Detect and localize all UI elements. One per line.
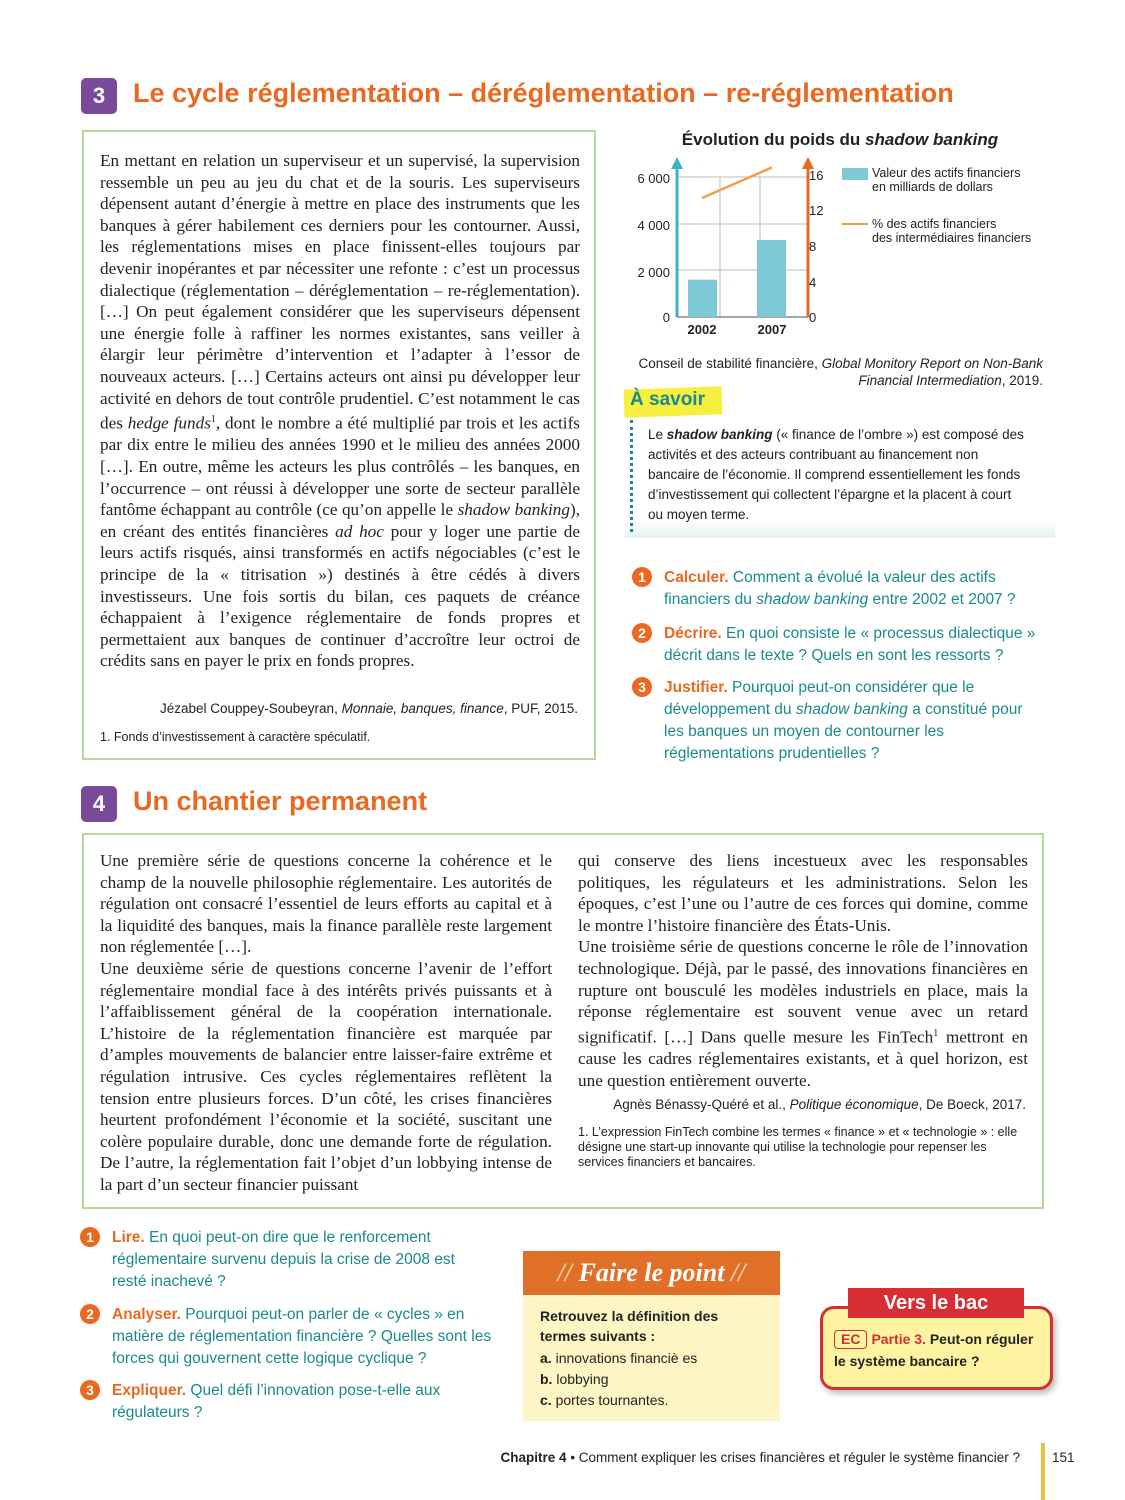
q41-text: En quoi peut-on dire que le renforcement réglementaire survenu depuis la crise de 2008 est resté inachevé ? bbox=[112, 1229, 455, 1290]
question-3-2 bbox=[632, 623, 1052, 667]
document-4-col2 bbox=[578, 850, 1028, 1091]
hedge-funds-term: hedge funds bbox=[127, 413, 211, 433]
section-3-title: Le cycle réglementation – déréglementation – re-réglementation bbox=[133, 78, 954, 108]
q31-text-a: Comment a évolué la valeur des actifs financiers du bbox=[664, 569, 996, 608]
savoir-term: shadow banking bbox=[666, 427, 773, 442]
q33-ital: shadow banking bbox=[795, 701, 908, 718]
source-rest: , PUF, 2015. bbox=[503, 701, 578, 716]
question-4-1 bbox=[80, 1227, 480, 1293]
legend-line-label bbox=[872, 217, 1031, 245]
savoir-text bbox=[648, 425, 1028, 525]
left-axis-arrow bbox=[671, 157, 683, 169]
faire-point-item-b bbox=[540, 1369, 697, 1390]
question-number-1: 1 bbox=[632, 567, 652, 587]
faire-point-item-c bbox=[540, 1390, 697, 1411]
source-book: Monnaie, banques, finance bbox=[341, 701, 504, 716]
right-tick-1: 4 bbox=[809, 275, 817, 290]
doc4-footnote-mark: 1 bbox=[933, 1027, 939, 1039]
percent-line bbox=[702, 167, 772, 198]
x-label-2002: 2002 bbox=[687, 322, 717, 337]
footer-sep: • bbox=[566, 1450, 579, 1465]
faire-point-list bbox=[540, 1348, 697, 1411]
bac-text bbox=[834, 1328, 1044, 1372]
q43-label: Expliquer. bbox=[112, 1382, 187, 1399]
chart-title-a: Évolution du poids du bbox=[681, 130, 865, 149]
fp-a-text: innovations financiè es bbox=[551, 1350, 698, 1366]
question-number-3: 3 bbox=[632, 677, 652, 697]
question-3-3 bbox=[632, 677, 1032, 765]
savoir-text-a: Le bbox=[648, 427, 667, 442]
fp-c-letter: c. bbox=[540, 1392, 552, 1408]
bac-tag: EC bbox=[834, 1330, 867, 1349]
chart-source-c: , 2019. bbox=[1001, 373, 1043, 388]
doc3-part-a: En mettant en relation un superviseur et un supervisé, la supervision ressemble un peu au jeu du chat et de la souris. Les superviseurs dépensent autant d’énergie à mettre en place des instruments que les banques à gérer habilement ces derniers pour les contourner. Aussi, les réglementations mises en place finissent-elles toujours par devenir inopérantes et par nécessiter une refonte : c’est un processus dialectique (réglementation – déréglementation – re-réglementation). […] On peut également considérer que les superviseurs dépensent une énergie folle à raffiner les normes existantes, sans veiller à élargir leur périmètre d’intervention et l’adapter à l’essor de nouveaux acteurs. […] Certains acteurs ont ainsi pu développer leur activité en dehors de tout contrôle prudentiel. C’est notamment le cas des bbox=[100, 151, 580, 433]
question-4-3 bbox=[80, 1380, 480, 1424]
left-tick-2: 4 000 bbox=[637, 218, 670, 233]
page-number: 151 bbox=[1052, 1450, 1075, 1465]
q41-label: Lire. bbox=[112, 1229, 145, 1246]
doc3-part-d: pour y loger une partie de leurs actifs risqués, ainsi transformés en actifs négociables (c’est le principe de la « titrisation ») destinés à être cédés à divers investisseurs. Une fois sortis du bilan, ces paquets de créance échappaient à l’exigence réglementaire de fonds propres et permettaient aux banques de continuer d’accroître leur octroi de crédits sans en payer le prix en fonds propres. bbox=[100, 521, 580, 671]
legend-bar-l1: Valeur des actifs financiers bbox=[872, 166, 1021, 180]
fp-c-text: portes tournantes. bbox=[551, 1392, 669, 1408]
faire-point-item-a bbox=[540, 1348, 697, 1369]
savoir-text-b: (« finance de l’ombre ») est composé des activités et des acteurs contribuant au financement non bancaire de l’économie. Il comprend essentiellement les fonds d’investissement qui collectent l’épargne et la placent à court ou moyen terme. bbox=[648, 427, 1024, 522]
left-tick-3: 6 000 bbox=[637, 171, 670, 186]
source-author: Jézabel Couppey-Soubeyran, bbox=[159, 701, 342, 716]
question-number-2: 2 bbox=[632, 623, 652, 643]
footer-title: Comment expliquer les crises financières et réguler le système financier ? bbox=[578, 1450, 1020, 1465]
right-tick-4: 16 bbox=[809, 168, 824, 183]
faire-point-intro: Retrouvez la définition des termes suivants : bbox=[540, 1308, 719, 1344]
doc3-part-b: , dont le nombre a été multiplié par trois et les actifs par dix entre le milieu des années 1990 et le milieu des années 2000 […]. En outre, même les acteurs les plus contrôlés – les banques, en l’occurrence – ont réussi à développer une sorte de secteur parallèle fantôme échappant au contrôle (ce qu’on appelle le bbox=[100, 413, 580, 520]
document-4-source bbox=[613, 1097, 1026, 1112]
savoir-dotted-rule bbox=[630, 420, 633, 532]
ad-hoc-term: ad hoc bbox=[335, 521, 384, 541]
document-3-footnote: 1. Fonds d’investissement à caractère spéculatif. bbox=[100, 730, 371, 744]
legend-bar-l2: en milliards de dollars bbox=[872, 180, 993, 194]
q31-ital: shadow banking bbox=[756, 591, 869, 608]
section-3-number: 3 bbox=[81, 78, 117, 114]
section-4-number: 4 bbox=[81, 786, 117, 822]
chart-source bbox=[630, 355, 1043, 389]
question-4-number-2: 2 bbox=[80, 1304, 100, 1324]
q32-label: Décrire. bbox=[664, 625, 722, 642]
fp-b-text: lobbying bbox=[552, 1371, 609, 1387]
chart-title bbox=[620, 130, 1060, 150]
doc4-source-book: Politique économique bbox=[789, 1097, 919, 1112]
chart-source-b: Global Monitory Report on Non-Bank Financial Intermediation bbox=[821, 356, 1043, 388]
footer-chapter-label: Chapitre 4 bbox=[500, 1450, 567, 1465]
bac-partie: Partie 3. bbox=[871, 1331, 926, 1347]
fp-a-letter: a. bbox=[540, 1350, 552, 1366]
bar-2002 bbox=[688, 280, 717, 317]
chart-source-a: Conseil de stabilité financière, bbox=[638, 356, 822, 371]
q31-text-b: entre 2002 et 2007 ? bbox=[868, 591, 1016, 608]
shadow-banking-term: shadow banking bbox=[457, 500, 570, 520]
q33-text-a: Pourquoi peut-on considérer que le développement du bbox=[664, 679, 975, 718]
q32-text-a: En quoi consiste le « processus dialectique » décrit dans le texte ? Quels en sont les ressorts ? bbox=[664, 625, 1036, 664]
footer-chapter bbox=[400, 1450, 1020, 1465]
section-4-title: Un chantier permanent bbox=[133, 786, 428, 816]
bac-title: Vers le bac bbox=[848, 1288, 1024, 1318]
savoir-label: À savoir bbox=[630, 389, 705, 410]
fp-b-letter: b. bbox=[540, 1371, 553, 1387]
chart-title-b: shadow banking bbox=[865, 130, 999, 149]
right-tick-2: 8 bbox=[809, 239, 817, 254]
legend-line-l2: des intermédiaires financiers bbox=[872, 231, 1032, 245]
q31-label: Calculer. bbox=[664, 569, 729, 586]
doc3-part-c: ), en créant des entités financières bbox=[100, 500, 581, 541]
document-4-col1: Une première série de questions concerne la cohérence et le champ de la nouvelle philosophie réglementaire. Les autorités de régulation ont consacré l’essentiel de leurs efforts au capital et à la liquidité des banques, mais la finance parallèle reste largement non réglementée […]. Une deuxième série de questions concerne l’avenir de l’effort réglementaire mondial face à des intérêts privés puissants et à l’affaiblissement général de la coopération internationale. L’histoire de la réglementation financière est marquée par d’amples mouvements de balancier entre laisser-faire extrême et régulation intrusive. Ces cycles réglementaires reflètent la tension entre plusieurs forces. D’un côté, les crises financières heurtent profondément l’économie et la société, suscitant une colère populaire durable, donc une demande forte de régulation. De l’autre, la réglementation fait l’objet d’un lobbying intense de la part d’un secteur financier puissant bbox=[100, 851, 552, 1194]
question-4-2 bbox=[80, 1304, 500, 1370]
right-tick-0: 0 bbox=[809, 310, 817, 325]
chart-svg bbox=[620, 155, 870, 345]
document-3-source bbox=[160, 701, 578, 716]
document-4-footnote: 1. L’expression FinTech combine les termes « finance » et « technologie » : elle désigne une start-up innovante qui utilise la technologie pour repenser les services financiers et bancaires. bbox=[578, 1125, 1018, 1169]
footer-rule bbox=[1041, 1443, 1045, 1500]
q42-label: Analyser. bbox=[112, 1306, 181, 1323]
x-label-2007: 2007 bbox=[757, 322, 787, 337]
q42-text: Pourquoi peut-on parler de « cycles » en matière de réglementation financière ? Quelles sont les forces qui gouvernent cette logique cyclique ? bbox=[112, 1306, 492, 1367]
document-3-box bbox=[82, 130, 596, 760]
faire-point-title: // Faire le point // bbox=[523, 1251, 780, 1295]
doc4-source-author: Agnès Bénassy-Quéré et al., bbox=[613, 1097, 790, 1112]
q33-text-b: a constitué pour les banques un moyen de contourner les réglementations prudentielles ? bbox=[664, 701, 1023, 762]
question-4-number-1: 1 bbox=[80, 1227, 100, 1247]
document-3-text bbox=[100, 150, 580, 672]
left-tick-0: 0 bbox=[662, 310, 670, 325]
question-4-number-3: 3 bbox=[80, 1380, 100, 1400]
legend-bar-label bbox=[872, 166, 1020, 194]
right-tick-3: 12 bbox=[809, 203, 824, 218]
bar-2007 bbox=[757, 240, 786, 317]
question-3-1 bbox=[632, 567, 1042, 611]
bac-question: Peut-on réguler le système bancaire ? bbox=[834, 1331, 1034, 1369]
legend-bar-swatch bbox=[842, 168, 868, 180]
q33-label: Justifier. bbox=[664, 679, 728, 696]
document-4-box bbox=[82, 833, 1044, 1209]
left-tick-1: 2 000 bbox=[637, 265, 670, 280]
faire-point-title-text: Faire le point bbox=[578, 1258, 725, 1287]
doc4-col2-a: qui conserve des liens incestueux avec les responsables politiques, les régulateurs et les administrations. Selon les époques, c’est l’une ou l’autre de ces forces qui domine, comme le montre l’histoire financière des États-Unis. Une troisième série de questions concerne le rôle de l’innovation technologique. Déjà, par le passé, des innovations financières en rupture ont bousculé les modèles industriels en place, mais la réponse réglementaire est souvent venue avec un retard significatif. […] Dans quelle mesure les FinTech bbox=[578, 851, 1028, 1047]
doc4-source-rest: , De Boeck, 2017. bbox=[918, 1097, 1026, 1112]
q43-text: Quel défi l’innovation pose-t-elle aux régulateurs ? bbox=[112, 1382, 441, 1421]
footnote-mark: 1 bbox=[210, 414, 216, 426]
doc4-col2-b: mettront en cause les cadres réglementaires existants, et à quel horizon, est une question entièrement ouverte. bbox=[578, 1027, 1028, 1090]
legend-line-l1: % des actifs financiers bbox=[872, 217, 997, 231]
legend-line-swatch bbox=[842, 223, 868, 225]
